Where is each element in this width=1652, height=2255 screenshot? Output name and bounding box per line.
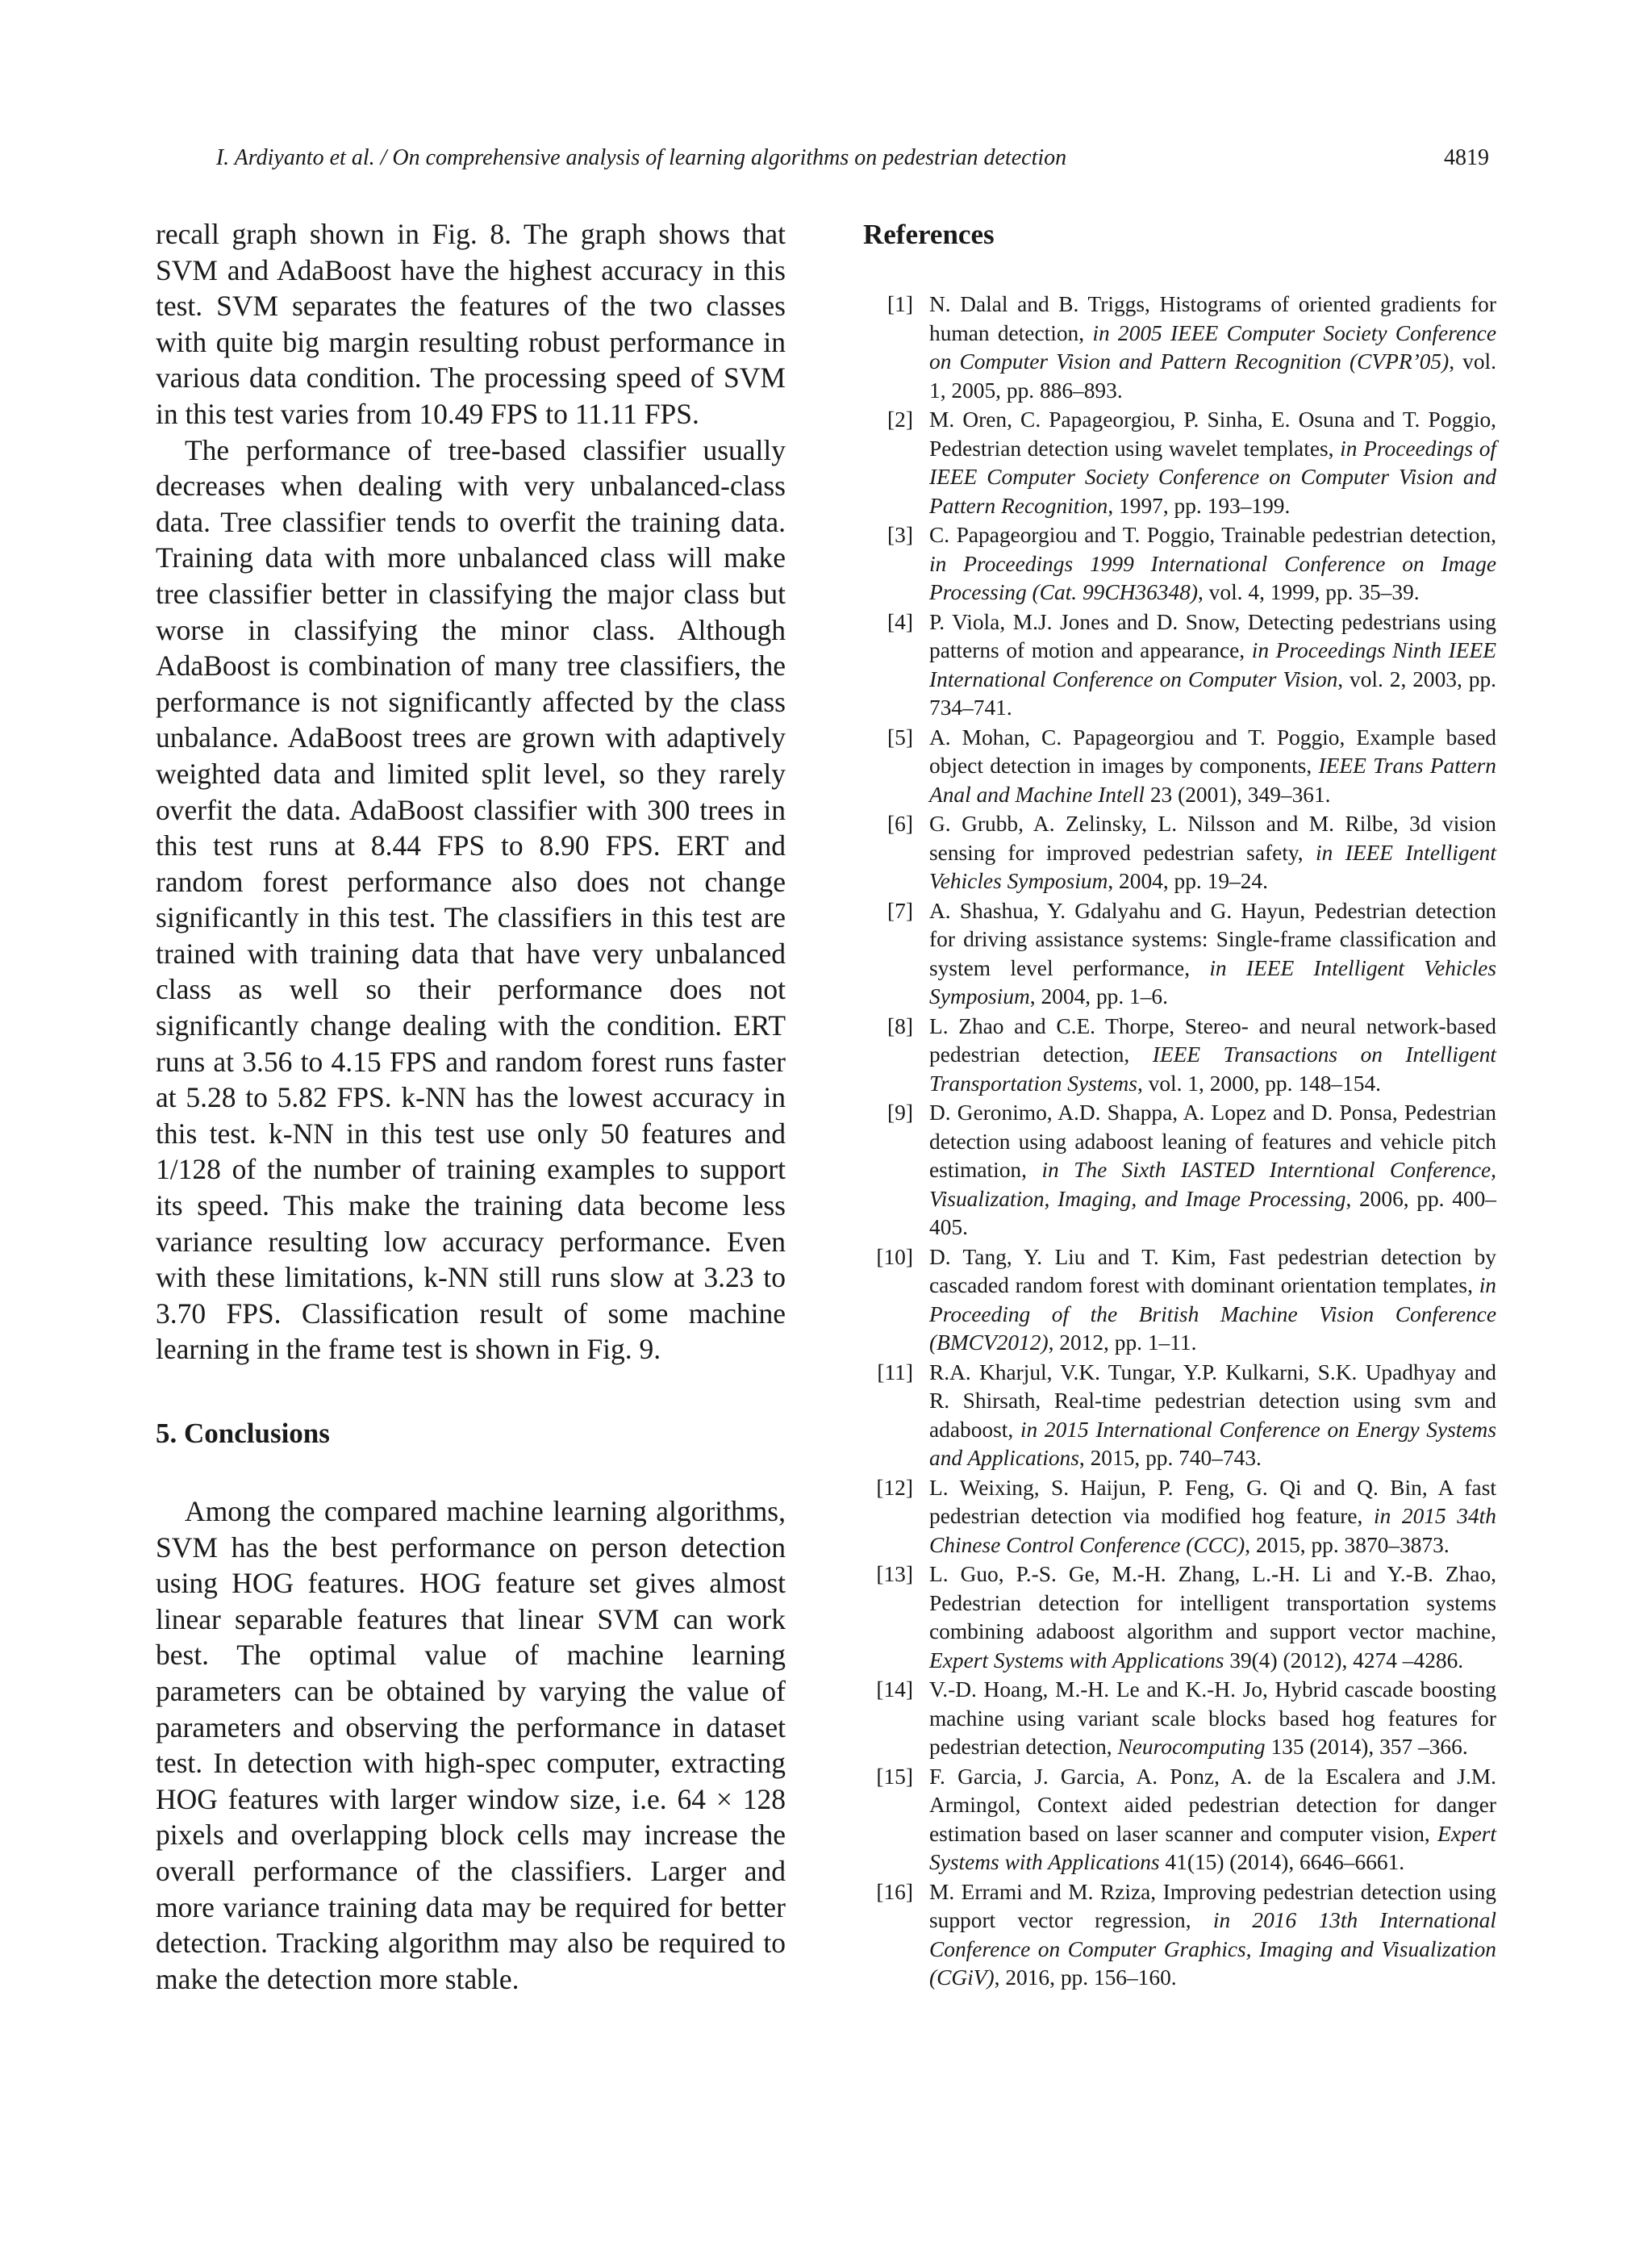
reference-item bbox=[863, 1359, 1496, 1473]
reference-details: 41(15) (2014), 6646–6661. bbox=[1159, 1850, 1405, 1874]
reference-item bbox=[863, 406, 1496, 520]
reference-text bbox=[929, 407, 1496, 518]
reference-text bbox=[929, 1100, 1496, 1239]
body-paragraph: recall graph shown in Fig. 8. The graph shows that SVM and AdaBoost have the highest accuracy in this test. SVM separates the features of the two classes with quite big margin resulting robust performance in various data condition. The processing speed of SVM in this test varies from 10.49 FPS to 11.11 FPS. bbox=[156, 218, 786, 430]
reference-details: , 2012, pp. 1–11. bbox=[1048, 1330, 1197, 1355]
reference-details: 39(4) (2012), 4274 –4286. bbox=[1224, 1647, 1464, 1672]
reference-item bbox=[863, 1013, 1496, 1099]
reference-number: [10] bbox=[876, 1244, 913, 1269]
reference-text bbox=[929, 1245, 1496, 1355]
reference-item bbox=[863, 521, 1496, 608]
reference-number: [2] bbox=[887, 407, 913, 432]
reference-item bbox=[863, 1243, 1496, 1358]
reference-authors-title: N. Dalal and B. Triggs, Histograms of oriented gradients for human detection, bbox=[929, 292, 1496, 345]
reference-details: , 2004, pp. 1–6. bbox=[1029, 984, 1168, 1008]
reference-text bbox=[929, 812, 1496, 893]
reference-authors-title: V.-D. Hoang, M.-H. Le and K.-H. Jo, Hybrid cascade boosting machine using variant scale blocks based hog features for pedestrian detection, bbox=[929, 1677, 1496, 1759]
reference-venue: in Proceedings of IEEE Computer Society Conference on Computer Vision and Pattern Recognition bbox=[929, 436, 1496, 518]
reference-item bbox=[863, 1763, 1496, 1877]
reference-number: [14] bbox=[876, 1677, 913, 1702]
reference-text bbox=[929, 292, 1496, 403]
reference-item bbox=[863, 290, 1496, 405]
reference-item bbox=[863, 1560, 1496, 1675]
reference-number: [9] bbox=[887, 1100, 913, 1125]
reference-number: [11] bbox=[877, 1359, 913, 1384]
reference-details: 23 (2001), 349–361. bbox=[1145, 782, 1331, 807]
reference-text bbox=[929, 523, 1496, 604]
reference-venue: in 2015 International Conference on Energy Systems and Applications bbox=[929, 1417, 1496, 1470]
reference-number: [7] bbox=[887, 898, 913, 923]
reference-venue: in The Sixth IASTED Interntional Conference, Visualization, Imaging, and Image Processing bbox=[929, 1158, 1496, 1211]
reference-item bbox=[863, 608, 1496, 723]
reference-number: [13] bbox=[876, 1562, 913, 1586]
conclusion-paragraph: Among the compared machine learning algorithms, SVM has the best performance on person detection using HOG features. HOG feature set gives almost linear separable features that linear SVM can work best. The optimal value of machine learning parameters can be obtained by varying the value of parameters and observing the performance in dataset test. In detection with high-spec computer, extracting HOG features with larger window size, i.e. 64 × 128 pixels and overlapping block cells may increase the overall performance of the classifiers. Larger and more variance training data may be required for better detection. Tracking algorithm may also be required to make the detection more stable. bbox=[156, 1495, 786, 1995]
reference-details: , 2015, pp. 740–743. bbox=[1078, 1446, 1262, 1470]
reference-item bbox=[863, 1676, 1496, 1762]
reference-venue: in Proceedings Ninth IEEE International Conference on Computer Vision bbox=[929, 638, 1496, 691]
page-number: 4819 bbox=[1444, 145, 1489, 170]
left-column bbox=[156, 216, 786, 1997]
reference-authors-title: R.A. Kharjul, V.K. Tungar, Y.P. Kulkarni, S.K. Upadhyay and R. Shirsath, Real-time pedestrian detection using svm and adaboost, bbox=[929, 1359, 1496, 1442]
reference-text bbox=[929, 610, 1496, 720]
reference-venue: IEEE Transactions on Intelligent Transportation Systems bbox=[929, 1042, 1496, 1096]
reference-text bbox=[929, 725, 1496, 807]
running-header bbox=[0, 145, 1652, 182]
reference-authors-title: M. Oren, C. Papageorgiou, P. Sinha, E. Osuna and T. Poggio, Pedestrian detection using wavelet templates, bbox=[929, 407, 1496, 461]
reference-venue: Neurocomputing bbox=[1117, 1735, 1266, 1759]
reference-venue: Expert Systems with Applications bbox=[929, 1821, 1496, 1874]
reference-venue: in 2005 IEEE Computer Society Conference on Computer Vision and Pattern Recognition (CVPR’05) bbox=[929, 320, 1496, 374]
reference-details: , 2016, pp. 156–160. bbox=[994, 1965, 1177, 1990]
reference-text bbox=[929, 1562, 1496, 1672]
reference-number: [15] bbox=[876, 1764, 913, 1789]
reference-item bbox=[863, 810, 1496, 896]
reference-venue: Expert Systems with Applications bbox=[929, 1647, 1224, 1672]
reference-number: [6] bbox=[887, 812, 913, 836]
reference-number: [1] bbox=[887, 292, 913, 316]
reference-details: , 1997, pp. 193–199. bbox=[1108, 493, 1291, 518]
reference-details: , 2015, pp. 3870–3873. bbox=[1245, 1532, 1450, 1557]
running-title: I. Ardiyanto et al. / On comprehensive analysis of learning algorithms on pedestrian detection bbox=[215, 145, 1067, 170]
reference-details: 135 (2014), 357 –366. bbox=[1265, 1735, 1468, 1759]
reference-details: , 2004, pp. 19–24. bbox=[1108, 869, 1268, 893]
reference-number: [4] bbox=[887, 609, 913, 634]
right-column bbox=[863, 216, 1496, 1994]
reference-details: , vol. 4, 1999, pp. 35–39. bbox=[1197, 580, 1420, 604]
reference-number: [12] bbox=[876, 1475, 913, 1500]
reference-authors-title: L. Guo, P.-S. Ge, M.-H. Zhang, L.-H. Li and Y.-B. Zhao, Pedestrian detection for intelligent transportation systems combining adaboost algorithm and support vector machine, bbox=[929, 1562, 1496, 1643]
reference-details: , vol. 1, 2005, pp. 886–893. bbox=[929, 349, 1496, 403]
reference-item bbox=[863, 1474, 1496, 1560]
reference-authors-title: L. Weixing, S. Haijun, P. Feng, G. Qi and Q. Bin, A fast pedestrian detection via modified hog feature, bbox=[929, 1475, 1496, 1528]
reference-number: [16] bbox=[876, 1879, 913, 1904]
reference-venue: in Proceedings 1999 International Conference on Image Processing (Cat. 99CH36348) bbox=[929, 551, 1496, 604]
reference-text bbox=[929, 1677, 1496, 1759]
reference-authors-title: L. Zhao and C.E. Thorpe, Stereo- and neural network-based pedestrian detection, bbox=[929, 1013, 1496, 1067]
reference-authors-title: F. Garcia, J. Garcia, A. Ponz, A. de la Escalera and J.M. Armingol, Context aided pedestrian detection for danger estimation based on laser scanner and computer vision, bbox=[929, 1764, 1496, 1846]
reference-text bbox=[929, 1476, 1496, 1557]
reference-number: [8] bbox=[887, 1013, 913, 1038]
reference-item bbox=[863, 1099, 1496, 1242]
reference-authors-title: G. Grubb, A. Zelinsky, L. Nilsson and M. Rilbe, 3d vision sensing for improved pedestrian safety, bbox=[929, 812, 1496, 865]
references-heading: References bbox=[863, 219, 995, 250]
reference-venue: IEEE Trans Pattern Anal and Machine Intell bbox=[929, 754, 1496, 807]
reference-details: , 2006, pp. 400–405. bbox=[929, 1186, 1496, 1239]
reference-item bbox=[863, 1878, 1496, 1993]
reference-number: [3] bbox=[887, 523, 913, 547]
reference-authors-title: A. Mohan, C. Papageorgiou and T. Poggio, Example based object detection in images by components, bbox=[929, 725, 1496, 778]
reference-details: , vol. 2, 2003, pp. 734–741. bbox=[929, 666, 1496, 720]
reference-number: [5] bbox=[887, 725, 913, 750]
reference-text bbox=[929, 1764, 1496, 1875]
reference-text bbox=[929, 1880, 1496, 1990]
reference-list bbox=[863, 290, 1496, 1993]
reference-authors-title: A. Shashua, Y. Gdalyahu and G. Hayun, Pedestrian detection for driving assistance systems: Single-frame classification and system level performance, bbox=[929, 898, 1496, 980]
reference-item bbox=[863, 897, 1496, 1012]
reference-venue: in Proceeding of the British Machine Vision Conference (BMCV2012) bbox=[929, 1273, 1496, 1355]
reference-item bbox=[863, 724, 1496, 810]
reference-authors-title: D. Tang, Y. Liu and T. Kim, Fast pedestrian detection by cascaded random forest with dominant orientation templates, bbox=[929, 1244, 1496, 1297]
reference-venue: in IEEE Intelligent Vehicles Symposium bbox=[929, 955, 1496, 1008]
reference-text bbox=[929, 899, 1496, 1009]
body-paragraph: The performance of tree-based classifier usually decreases when dealing with very unbalanced-class data. Tree classifier tends to overfit the training data. Training data with more unbalanced class will make tree classifier better in classifying the major class but worse in classifying the minor class. Although AdaBoost is combination of many tree classifiers, the performance is not significantly affected by the class unbalance. AdaBoost trees are grown with adaptively weighted data and limited split level, so they rarely overfit the data. AdaBoost classifier with 300 trees in this test runs at 8.44 FPS to 8.90 FPS. ERT and random forest performance also does not change significantly in this test. The classifiers in this test are trained with training data that have very unbalanced class as well so their performance does not significantly change dealing with the condition. ERT runs at 3.56 to 4.15 FPS and random forest runs faster at 5.28 to 5.82 FPS. k-NN has the lowest accuracy in this test. k-NN in this test use only 50 features and 1/128 of the number of training examples to support its speed. This make the training data become less variance resulting low accuracy performance. Even with these limitations, k-NN still runs slow at 3.23 to 3.70 FPS. Classification result of some machine learning in the frame test is shown in Fig. 9. bbox=[156, 433, 786, 1366]
section-heading: 5. Conclusions bbox=[156, 1418, 330, 1449]
reference-venue: in 2016 13th International Conference on Computer Graphics, Imaging and Visualization (CGiV) bbox=[929, 1908, 1496, 1990]
reference-details: , vol. 1, 2000, pp. 148–154. bbox=[1137, 1071, 1382, 1096]
reference-authors-title: D. Geronimo, A.D. Shappa, A. Lopez and D. Ponsa, Pedestrian detection using adaboost leaning of features and vehicle pitch estimation, bbox=[929, 1100, 1496, 1182]
reference-authors-title: M. Errami and M. Rziza, Improving pedestrian detection using support vector regression, bbox=[929, 1879, 1496, 1932]
reference-venue: in 2015 34th Chinese Control Conference (CCC) bbox=[929, 1504, 1496, 1557]
reference-venue: in IEEE Intelligent Vehicles Symposium bbox=[929, 840, 1496, 893]
reference-text bbox=[929, 1360, 1496, 1471]
reference-text bbox=[929, 1014, 1496, 1096]
reference-authors-title: P. Viola, M.J. Jones and D. Snow, Detecting pedestrians using patterns of motion and appearance, bbox=[929, 609, 1496, 662]
reference-authors-title: C. Papageorgiou and T. Poggio, Trainable pedestrian detection, bbox=[929, 523, 1496, 547]
